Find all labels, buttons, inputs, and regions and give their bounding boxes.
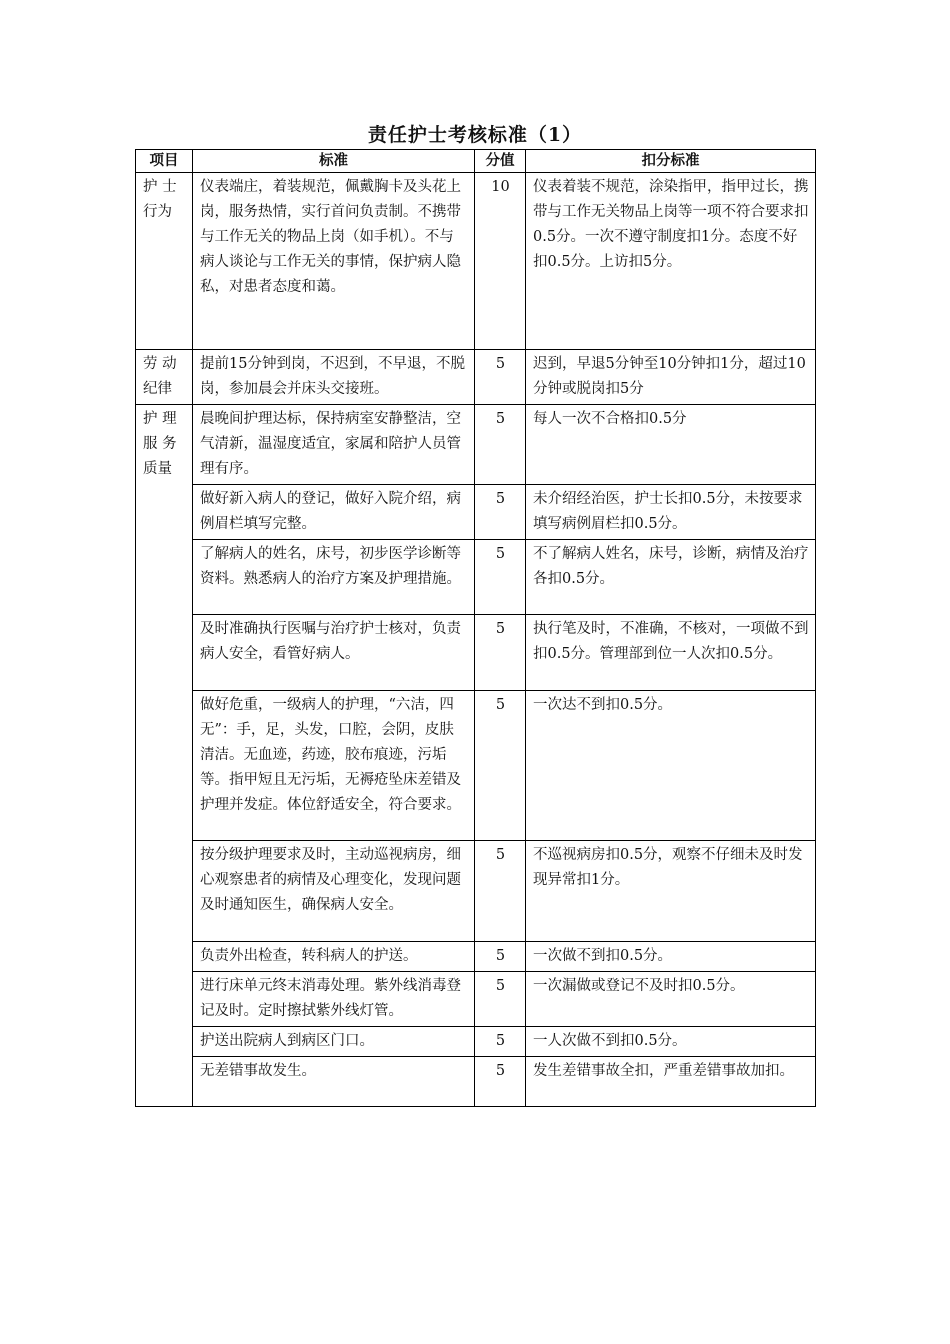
standard-cell: 负责外出检查，转科病人的护送。 — [193, 942, 475, 972]
deduction-cell: 每人一次不合格扣0.5分 — [526, 405, 816, 485]
score-cell: 5 — [475, 615, 526, 691]
table-row — [136, 1027, 816, 1057]
standard-cell: 及时准确执行医嘱与治疗护士核对，负责病人安全，看管好病人。 — [193, 615, 475, 691]
table-row — [136, 540, 816, 615]
deduction-cell: 迟到，早退5分钟至10分钟扣1分，超过10分钟或脱岗扣5分 — [526, 350, 816, 405]
score-cell: 5 — [475, 485, 526, 540]
table-row — [136, 1057, 816, 1107]
score-cell: 5 — [475, 942, 526, 972]
table-row — [136, 350, 816, 405]
assessment-table — [135, 149, 816, 1107]
table-row — [136, 972, 816, 1027]
table-row — [136, 841, 816, 942]
deduction-cell: 执行笔及时，不准确，不核对，一项做不到扣0.5分。管理部到位一人次扣0.5分。 — [526, 615, 816, 691]
standard-cell: 提前15分钟到岗，不迟到，不早退，不脱岗，参加晨会并床头交接班。 — [193, 350, 475, 405]
standard-cell: 做好危重，一级病人的护理，“六洁，四无”：手，足，头发，口腔，会阴，皮肤清洁。无血迹，药迹，胶布痕迹，污垢等。指甲短且无污垢，无褥疮坠床差错及护理并发症。体位舒适安全，符合要求。 — [193, 691, 475, 841]
deduction-cell: 一次做不到扣0.5分。 — [526, 942, 816, 972]
score-cell: 5 — [475, 540, 526, 615]
category-nursing-service-quality: 护 理 服 务 质量 — [136, 405, 193, 1107]
document-title: 责任护士考核标准（1） — [367, 124, 583, 146]
deduction-cell: 一人次做不到扣0.5分。 — [526, 1027, 816, 1057]
standard-cell: 仪表端庄，着装规范，佩戴胸卡及头花上岗，服务热情，实行首问负责制。不携带与工作无关的物品上岗（如手机）。不与病人谈论与工作无关的事情，保护病人隐私，对患者态度和蔼。 — [193, 173, 475, 350]
deduction-cell: 不了解病人姓名，床号，诊断，病情及治疗各扣0.5分。 — [526, 540, 816, 615]
score-cell: 5 — [475, 405, 526, 485]
table-row — [136, 405, 816, 485]
deduction-cell: 发生差错事故全扣，严重差错事故加扣。 — [526, 1057, 816, 1107]
standard-cell: 护送出院病人到病区门口。 — [193, 1027, 475, 1057]
deduction-cell: 不巡视病房扣0.5分，观察不仔细未及时发现异常扣1分。 — [526, 841, 816, 942]
header-item: 项目 — [136, 150, 193, 173]
score-cell: 5 — [475, 691, 526, 841]
table-row — [136, 615, 816, 691]
score-cell: 5 — [475, 841, 526, 942]
table-row — [136, 173, 816, 350]
standard-cell: 无差错事故发生。 — [193, 1057, 475, 1107]
category-nurse-conduct: 护 士 行为 — [136, 173, 193, 350]
score-cell: 5 — [475, 972, 526, 1027]
score-cell: 5 — [475, 1057, 526, 1107]
deduction-cell: 一次漏做或登记不及时扣0.5分。 — [526, 972, 816, 1027]
deduction-cell: 未介绍经治医，护士长扣0.5分，未按要求填写病例眉栏扣0.5分。 — [526, 485, 816, 540]
category-labor-discipline: 劳 动 纪律 — [136, 350, 193, 405]
table-row — [136, 485, 816, 540]
score-cell: 5 — [475, 350, 526, 405]
header-deduction: 扣分标准 — [526, 150, 816, 173]
table-header-row — [136, 150, 816, 173]
score-cell: 5 — [475, 1027, 526, 1057]
standard-cell: 按分级护理要求及时，主动巡视病房，细心观察患者的病情及心理变化，发现问题及时通知医生，确保病人安全。 — [193, 841, 475, 942]
score-cell: 10 — [475, 173, 526, 350]
standard-cell: 进行床单元终末消毒处理。紫外线消毒登记及时。定时擦拭紫外线灯管。 — [193, 972, 475, 1027]
standard-cell: 做好新入病人的登记，做好入院介绍，病例眉栏填写完整。 — [193, 485, 475, 540]
standard-cell: 了解病人的姓名，床号，初步医学诊断等资料。熟悉病人的治疗方案及护理措施。 — [193, 540, 475, 615]
header-score: 分值 — [475, 150, 526, 173]
header-standard: 标准 — [193, 150, 475, 173]
table-row — [136, 691, 816, 841]
deduction-cell: 一次达不到扣0.5分。 — [526, 691, 816, 841]
standard-cell: 晨晚间护理达标，保持病室安静整洁，空气清新，温湿度适宜，家属和陪护人员管理有序。 — [193, 405, 475, 485]
table-row — [136, 942, 816, 972]
deduction-cell: 仪表着装不规范，涂染指甲，指甲过长，携带与工作无关物品上岗等一项不符合要求扣0.5分。一次不遵守制度扣1分。态度不好扣0.5分。上访扣5分。 — [526, 173, 816, 350]
